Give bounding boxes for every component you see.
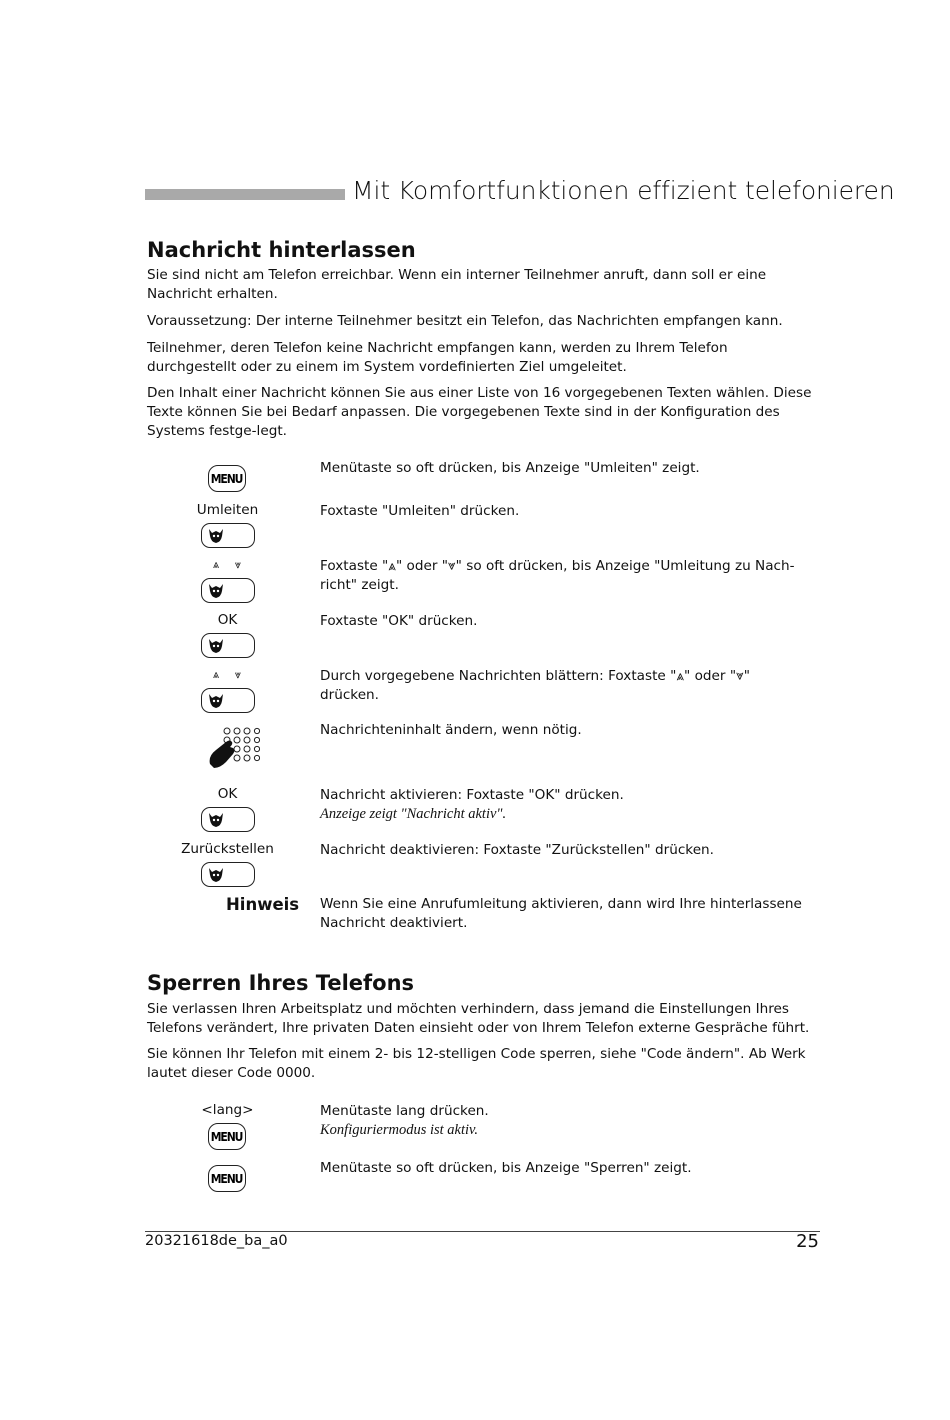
header-bar bbox=[145, 189, 345, 200]
foxkey-label: OK bbox=[217, 786, 238, 802]
foxkey-icon bbox=[201, 862, 255, 887]
step-text: Menütaste lang drücken. bbox=[320, 1103, 489, 1119]
step-text: Menütaste so oft drücken, bis Anzeige "Umleiten" zeigt. bbox=[320, 460, 700, 476]
foxkey-icon bbox=[201, 578, 255, 603]
note-text: Wenn Sie eine Anrufumleitung aktivieren, dann wird Ihre hinterlassene Nachricht deaktiviert. bbox=[320, 896, 802, 931]
foxkey-icon bbox=[201, 807, 255, 832]
foxkey-icon bbox=[201, 633, 255, 658]
foxkey-label: Umleiten bbox=[196, 502, 259, 518]
menu-key-icon: MENU bbox=[208, 1165, 246, 1192]
page-number: 25 bbox=[796, 1231, 819, 1252]
paragraph: Sie verlassen Ihren Arbeitsplatz und möchten verhindern, dass jemand die Einstellungen Ihres Telefons verändert, Ihre privaten Daten einsieht oder von Ihrem Telefon externe Gespräche führt. bbox=[147, 1001, 810, 1036]
paragraph: Sie können Ihr Telefon mit einem 2- bis 12-stelligen Code sperren, siehe "Code ändern". Ab Werk lautet dieser Code 0000. bbox=[147, 1046, 806, 1081]
keypad-icon bbox=[206, 726, 260, 774]
foxkey-icon bbox=[201, 523, 255, 548]
footer-rule bbox=[145, 1231, 820, 1232]
step-text: Foxtaste "Umleiten" drücken. bbox=[320, 503, 520, 519]
paragraph: Teilnehmer, deren Telefon keine Nachricht empfangen kann, werden zu Ihrem Telefon durchgestellt oder zu einem im System vordefinierten Ziel umgeleitet. bbox=[147, 340, 728, 375]
paragraph: Voraussetzung: Der interne Teilnehmer besitzt ein Telefon, das Nachrichten empfangen kann. bbox=[147, 313, 783, 329]
display-text: Anzeige zeigt "Nachricht aktiv". bbox=[320, 806, 507, 822]
note-label: Hinweis bbox=[226, 895, 300, 914]
menu-key-icon: MENU bbox=[208, 465, 246, 492]
key-modifier-label: <lang> bbox=[201, 1102, 254, 1118]
arrow-up-icon: ⩓ bbox=[212, 558, 220, 571]
section-heading-nachricht: Nachricht hinterlassen bbox=[147, 238, 416, 262]
foxkey-label: Zurückstellen bbox=[181, 841, 274, 857]
arrow-down-icon: ⩔ bbox=[234, 668, 242, 681]
arrow-keys bbox=[205, 668, 250, 682]
arrow-down-icon: ⩔ bbox=[234, 558, 242, 571]
step-text: Nachricht aktivieren: Foxtaste "OK" drücken. bbox=[320, 787, 624, 803]
foxkey-label: OK bbox=[217, 612, 238, 628]
step-text: Durch vorgegebene Nachrichten blättern: Foxtaste "⩓" oder "⩔" drücken. bbox=[320, 668, 750, 703]
step-text: Foxtaste "⩓" oder "⩔" so oft drücken, bis Anzeige "Umleitung zu Nach-richt" zeigt. bbox=[320, 558, 795, 593]
foxkey-icon bbox=[201, 688, 255, 713]
paragraph: Den Inhalt einer Nachricht können Sie aus einer Liste von 16 vorgegebenen Texten wählen. Diese Texte können Sie bei Bedarf anpassen. Die vorgegebenen Texte sind in der Konfiguration des Systems festge-legt. bbox=[147, 385, 812, 439]
step-text: Menütaste so oft drücken, bis Anzeige "Sperren" zeigt. bbox=[320, 1160, 692, 1176]
document-id: 20321618de_ba_a0 bbox=[145, 1233, 288, 1249]
chapter-title: Mit Komfortfunktionen effizient telefonieren bbox=[352, 176, 895, 205]
section-heading-sperren: Sperren Ihres Telefons bbox=[147, 971, 415, 995]
arrow-up-icon: ⩓ bbox=[212, 668, 220, 681]
paragraph: Sie sind nicht am Telefon erreichbar. Wenn ein interner Teilnehmer anruft, dann soll er eine Nachricht erhalten. bbox=[147, 267, 767, 302]
step-text: Nachrichteninhalt ändern, wenn nötig. bbox=[320, 722, 582, 738]
step-text: Foxtaste "OK" drücken. bbox=[320, 613, 478, 629]
arrow-keys bbox=[205, 558, 250, 572]
step-text: Nachricht deaktivieren: Foxtaste "Zurückstellen" drücken. bbox=[320, 842, 714, 858]
display-text: Konfiguriermodus ist aktiv. bbox=[320, 1122, 479, 1138]
menu-key-icon: MENU bbox=[208, 1123, 246, 1150]
